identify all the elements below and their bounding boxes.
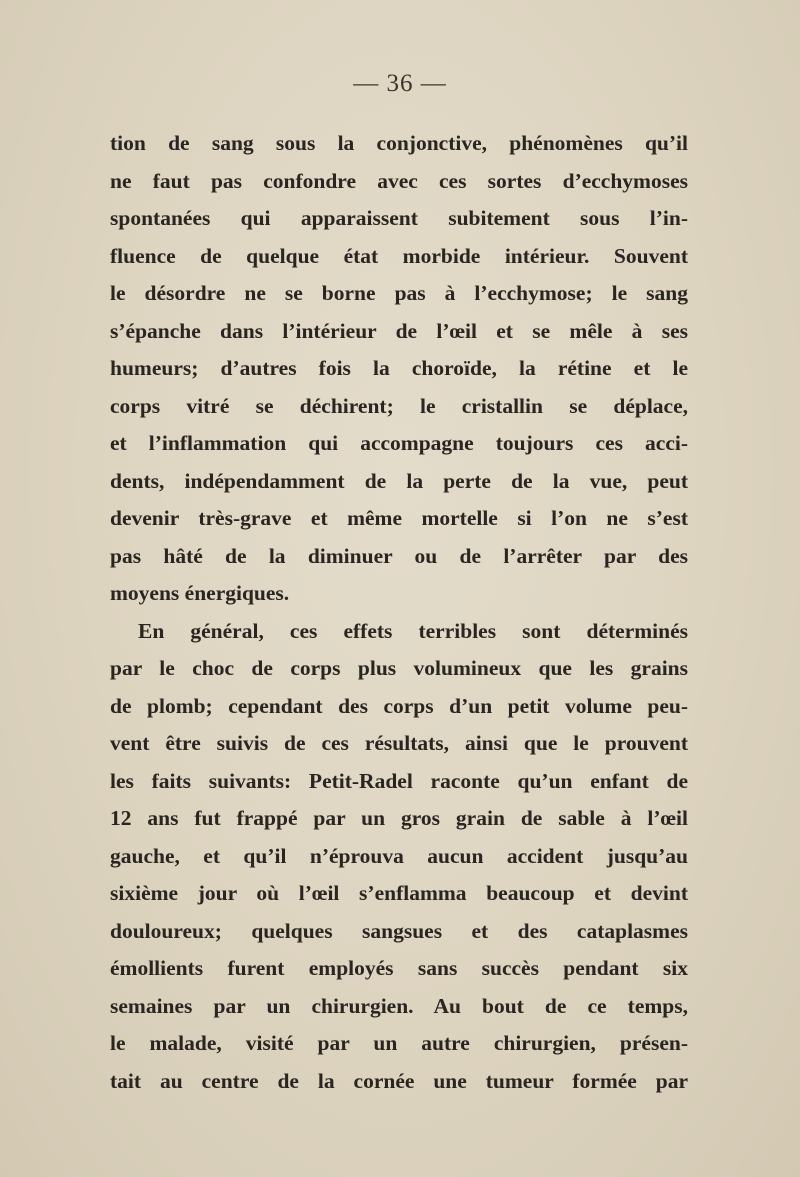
text-line: s’épanche dans l’intérieur de l’œil et se mêle à ses — [110, 318, 688, 343]
text-line: tait au centre de la cornée une tumeur formée par — [110, 1068, 688, 1093]
text-line: les faits suivants: Petit-Radel raconte qu’un enfant de — [110, 768, 688, 793]
text-line: le désordre ne se borne pas à l’ecchymose; le sang — [110, 281, 688, 305]
text-line: sixième jour où l’œil s’enflamma beaucoup et devint — [110, 881, 688, 905]
text-line: douloureux; quelques sangsues et des cataplasmes — [110, 918, 688, 943]
text-line: 12 ans fut frappé par un gros grain de sable à l’œil — [110, 806, 688, 830]
text-line: émollients furent employés sans succès pendant six — [110, 956, 688, 980]
text-line: par le choc de corps plus volumineux que les grains — [110, 656, 688, 680]
body-text — [110, 125, 688, 1100]
text-line: corps vitré se déchirent; le cristallin se déplace, — [110, 393, 688, 418]
text-line: de plomb; cependant des corps d’un petit volume peu- — [110, 693, 688, 718]
text-line: ne faut pas confondre avec ces sortes d’ecchymoses — [110, 168, 688, 193]
paragraph-end-line: moyens énergiques. — [110, 581, 290, 605]
text-line: semaines par un chirurgien. Au bout de ce temps, — [110, 993, 688, 1018]
text-line: humeurs; d’autres fois la choroïde, la rétine et le — [110, 356, 688, 380]
paragraph-start-line: En général, ces effets terribles sont déterminés — [138, 618, 688, 643]
text-line: devenir très-grave et même mortelle si l’on ne s’est — [110, 506, 688, 530]
text-line: et l’inflammation qui accompagne toujours ces acci- — [110, 431, 688, 455]
text-line: fluence de quelque état morbide intérieur. Souvent — [110, 243, 688, 268]
text-line: dents, indépendamment de la perte de la vue, peut — [110, 468, 688, 493]
text-line: spontanées qui apparaissent subitement sous l’in- — [110, 206, 688, 230]
text-line: vent être suivis de ces résultats, ainsi que le prouvent — [110, 731, 688, 755]
text-line: gauche, et qu’il n’éprouva aucun accident jusqu’au — [110, 843, 688, 868]
text-line: pas hâté de la diminuer ou de l’arrêter par des — [110, 543, 688, 568]
page-number: — 36 — — [353, 70, 447, 97]
text-line: le malade, visité par un autre chirurgien, présen- — [110, 1031, 688, 1055]
text-line: tion de sang sous la conjonctive, phénomènes qu’il — [110, 131, 688, 155]
